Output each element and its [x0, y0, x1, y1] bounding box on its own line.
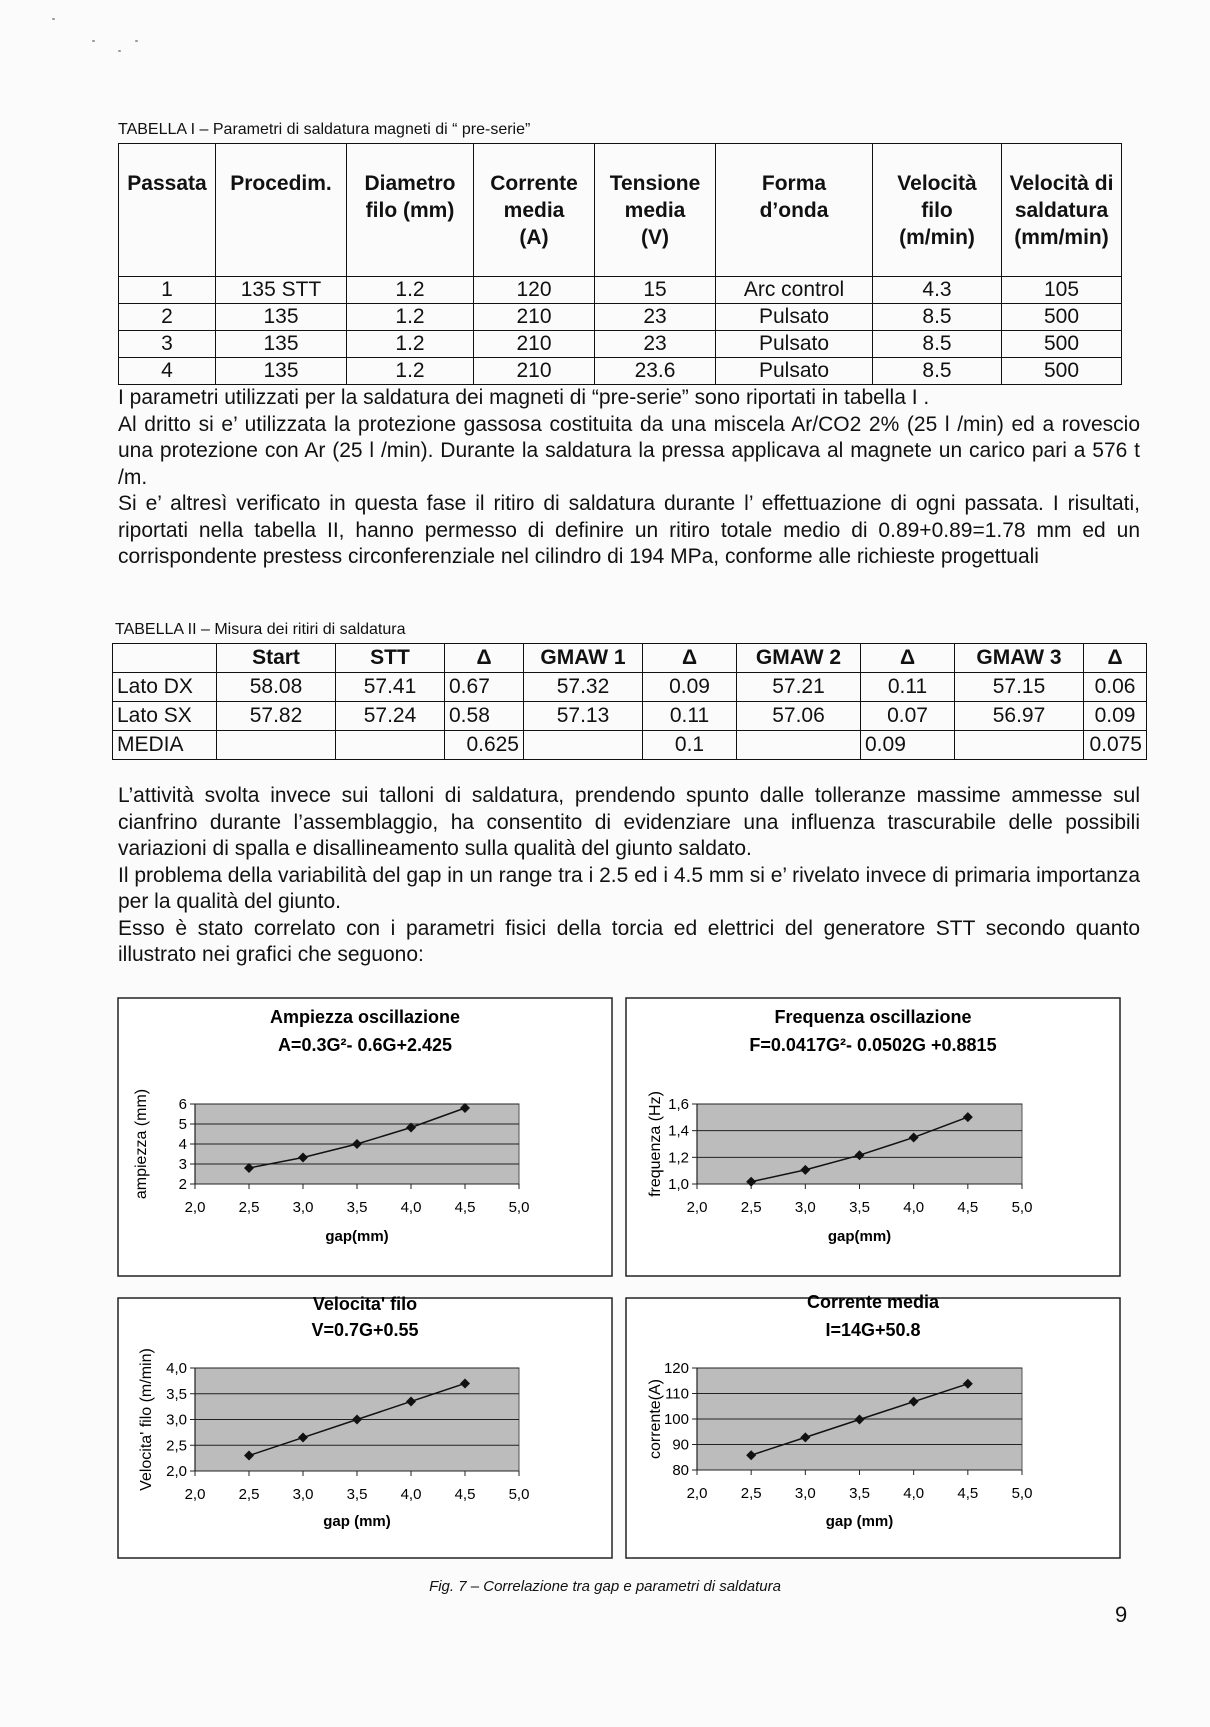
y-tick-label: 1,6 [668, 1096, 689, 1113]
y-tick-label: 110 [665, 1385, 689, 1403]
table-cell: 135 [216, 331, 347, 358]
table2-header: GMAW 1 [524, 644, 643, 673]
plot-area [697, 1104, 1022, 1184]
x-tick-label: 4,0 [400, 1486, 422, 1503]
x-tick-label: 3,0 [292, 1199, 314, 1216]
table2-header: STT [336, 644, 445, 673]
table-cell: 0.11 [643, 702, 737, 731]
x-tick-label: 2,5 [740, 1199, 762, 1216]
chart-title: Frequenza oscillazione [774, 1007, 972, 1027]
table-cell: 57.15 [955, 673, 1084, 702]
table-cell: 57.13 [524, 702, 643, 731]
table-cell: 0.625 [445, 731, 524, 760]
table2-header: Δ [445, 644, 524, 673]
y-tick-label: 5 [178, 1116, 187, 1133]
y-tick-label: 90 [672, 1436, 689, 1454]
table-cell: 4 [119, 358, 216, 385]
paragraph: L’attività svolta invece sui talloni di saldatura, prendendo spunto dalle tolleranze massime ammesse sul cianfrino durante l’assemblaggio, ha consentito di evidenziare una influenza trascurabile delle possibili variazioni di spalla e disallineamento sulla qualità del giunto saldato. [118, 784, 1140, 860]
y-axis-label: ampiezza (mm) [133, 1088, 150, 1200]
table-cell: 0.06 [1084, 673, 1147, 702]
table-cell: 23 [595, 331, 716, 358]
table-cell: Arc control [716, 277, 873, 304]
table-cell: 58.08 [217, 673, 336, 702]
x-tick-label: 3,5 [849, 1199, 870, 1216]
table-cell: 1.2 [347, 358, 474, 385]
table-cell: 57.24 [336, 702, 445, 731]
table1-header: Velocità filo (m/min) [873, 144, 1002, 277]
x-axis-label: gap(mm) [827, 1228, 892, 1245]
table-cell: 0.67 [445, 673, 524, 702]
table-cell: 105 [1002, 277, 1122, 304]
chart-frequenza-oscillazione [626, 998, 1120, 1276]
table-cell: 56.97 [955, 702, 1084, 731]
table2-header: GMAW 3 [955, 644, 1084, 673]
table2-caption: TABELLA II – Misura dei ritiri di saldatura [115, 621, 406, 638]
table-cell: 1.2 [347, 277, 474, 304]
table-cell: Lato DX [113, 673, 217, 702]
x-tick-label: 2,0 [686, 1199, 708, 1216]
x-tick-label: 2,5 [238, 1486, 260, 1503]
table-cell: 1 [119, 277, 216, 304]
table-cell: 0.1 [643, 731, 737, 760]
table-cell: 8.5 [873, 304, 1002, 331]
x-tick-label: 2,5 [740, 1485, 762, 1502]
chart-title: Corrente media [806, 1292, 940, 1312]
table-cell: 0.11 [861, 673, 955, 702]
chart-title: Ampiezza oscillazione [269, 1007, 461, 1027]
table-cell: 23.6 [595, 358, 716, 385]
x-tick-label: 5,0 [508, 1486, 530, 1503]
table-cell: 1.2 [347, 304, 474, 331]
x-tick-label: 4,5 [454, 1199, 476, 1216]
table-cell: 0.09 [643, 673, 737, 702]
table-cell: 8.5 [873, 331, 1002, 358]
y-tick-label: 3,5 [166, 1385, 187, 1403]
table-cell: 0.075 [1084, 731, 1147, 760]
y-tick-label: 4,0 [166, 1360, 187, 1377]
x-axis-label: gap(mm) [325, 1228, 389, 1245]
paragraph: Si e’ altresì verificato in questa fase il ritiro di saldatura durante l’ effettuazione di ogni passata. I risultati, riportati nella tabella II, hanno permesso di definire un ritiro totale medio di 0.89+0.89=1.78 mm ed un corrispondente prestess circonferenziale nel cilindro di 194 MPa, conforme alle richieste progettuali [118, 492, 1140, 568]
table-cell: 57.21 [737, 673, 861, 702]
x-tick-label: 4,5 [454, 1486, 476, 1503]
chart-subtitle: F=0.0417G²- 0.0502G +0.8815 [749, 1035, 997, 1055]
x-tick-label: 3,5 [346, 1199, 368, 1216]
chart-velocita-filo [118, 1294, 612, 1558]
table-cell: 57.41 [336, 673, 445, 702]
x-axis-label: gap (mm) [825, 1513, 894, 1530]
table-cell: 135 STT [216, 277, 347, 304]
y-tick-label: 3 [178, 1156, 187, 1173]
y-tick-label: 2,0 [166, 1463, 187, 1480]
paragraph: Al dritto si e’ utilizzata la protezione gassosa costituita da una miscela Ar/CO2 2% (25 l /min) ed a rovescio una protezione con Ar (25 l /min). Durante la saldatura la pressa applicava al magnete un carico pari a 576 t /m. [118, 412, 1140, 489]
table-cell: 0.09 [861, 731, 955, 760]
table2-header: GMAW 2 [737, 644, 861, 673]
x-tick-label: 4,5 [957, 1485, 979, 1502]
x-tick-label: 3,0 [794, 1199, 816, 1216]
table-cell: Pulsato [716, 358, 873, 385]
table-cell: Pulsato [716, 304, 873, 331]
x-tick-label: 4,0 [903, 1485, 925, 1502]
x-axis-label: gap (mm) [323, 1513, 391, 1530]
table-cell: 210 [474, 331, 595, 358]
x-tick-label: 4,0 [903, 1199, 925, 1216]
table-cell: Lato SX [113, 702, 217, 731]
table1-header: Diametro filo (mm) [347, 144, 474, 277]
y-tick-label: 120 [663, 1360, 689, 1377]
y-tick-label: 1,2 [668, 1149, 689, 1167]
table1-header: Forma d’onda [716, 144, 873, 277]
table-cell: 3 [119, 331, 216, 358]
y-axis-label: frequenza (Hz) [647, 1091, 664, 1197]
table1-header: Corrente media (A) [474, 144, 595, 277]
table1-header: Passata [119, 144, 216, 277]
table-cell: 23 [595, 304, 716, 331]
table-cell: 1.2 [347, 331, 474, 358]
table-cell: 8.5 [873, 358, 1002, 385]
table-cell: 210 [474, 358, 595, 385]
y-tick-label: 80 [672, 1462, 689, 1479]
table-cell: 500 [1002, 304, 1122, 331]
table1-header: Velocità di saldatura (mm/min) [1002, 144, 1122, 277]
table2-header: Δ [643, 644, 737, 673]
x-tick-label: 2,0 [184, 1486, 206, 1503]
table-cell: 2 [119, 304, 216, 331]
chart-subtitle: A=0.3G²- 0.6G+2.425 [277, 1035, 453, 1055]
paragraph: Esso è stato correlato con i parametri fisici della torcia ed elettrici del generatore STT secondo quanto illustrato nei grafici che seguono: [118, 916, 1140, 966]
table1-caption: TABELLA I – Parametri di saldatura magneti di “ pre-serie” [118, 121, 531, 138]
table-cell: 57.32 [524, 673, 643, 702]
table2-header: Start [217, 644, 336, 673]
y-tick-label: 1,0 [668, 1176, 689, 1193]
table1-header: Procedim. [216, 144, 347, 277]
chart-corrente-media [626, 1292, 1120, 1558]
x-tick-label: 4,0 [400, 1199, 422, 1216]
table-cell: 120 [474, 277, 595, 304]
y-tick-label: 1,4 [668, 1122, 689, 1140]
paragraph: Il problema della variabilità del gap in un range tra i 2.5 ed i 4.5 mm si e’ rivelato invece di primaria importanza per la qualità del giunto. [118, 863, 1140, 913]
y-axis-label: Velocita' filo (m/min) [138, 1348, 155, 1491]
y-tick-label: 100 [663, 1411, 689, 1428]
y-tick-label: 3,0 [166, 1411, 187, 1429]
table-cell: 500 [1002, 331, 1122, 358]
table-cell: 500 [1002, 358, 1122, 385]
y-axis-label: corrente(A) [647, 1378, 664, 1460]
table2-header: Δ [1084, 644, 1147, 673]
table-cell: 0.07 [861, 702, 955, 731]
x-tick-label: 2,0 [184, 1199, 206, 1216]
table-cell: Pulsato [716, 331, 873, 358]
table-cell: 210 [474, 304, 595, 331]
figure-caption: Fig. 7 – Correlazione tra gap e parametri di saldatura [429, 1578, 781, 1595]
table2-header: Δ [861, 644, 955, 673]
table-cell: 0.58 [445, 702, 524, 731]
table-cell: 135 [216, 358, 347, 385]
page-number: 9 [1115, 1602, 1128, 1627]
paragraph: I parametri utilizzati per la saldatura dei magneti di “pre-serie” sono riportati in tabella I . [118, 386, 930, 409]
x-tick-label: 3,5 [346, 1486, 368, 1503]
chart-ampiezza-oscillazione [118, 998, 612, 1276]
table-cell: 57.06 [737, 702, 861, 731]
x-tick-label: 2,5 [238, 1199, 260, 1216]
table-cell: 57.82 [217, 702, 336, 731]
table-cell: 4.3 [873, 277, 1002, 304]
y-tick-label: 2 [178, 1176, 187, 1193]
x-tick-label: 5,0 [508, 1199, 530, 1216]
table-cell: 0.09 [1084, 702, 1147, 731]
x-tick-label: 3,0 [794, 1485, 816, 1502]
x-tick-label: 5,0 [1011, 1199, 1033, 1216]
table-cell: 135 [216, 304, 347, 331]
table-cell: MEDIA [113, 731, 217, 760]
y-tick-label: 6 [178, 1096, 187, 1113]
table1-header: Tensione media (V) [595, 144, 716, 277]
x-tick-label: 3,0 [292, 1486, 314, 1503]
x-tick-label: 5,0 [1011, 1485, 1033, 1502]
x-tick-label: 2,0 [686, 1485, 708, 1502]
chart-subtitle: V=0.7G+0.55 [311, 1320, 419, 1340]
x-tick-label: 3,5 [849, 1485, 870, 1502]
chart-subtitle: I=14G+50.8 [825, 1320, 921, 1340]
y-tick-label: 2,5 [166, 1437, 187, 1455]
y-tick-label: 4 [178, 1136, 187, 1153]
x-tick-label: 4,5 [957, 1199, 979, 1216]
table-cell: 15 [595, 277, 716, 304]
chart-title: Velocita' filo [312, 1294, 418, 1314]
